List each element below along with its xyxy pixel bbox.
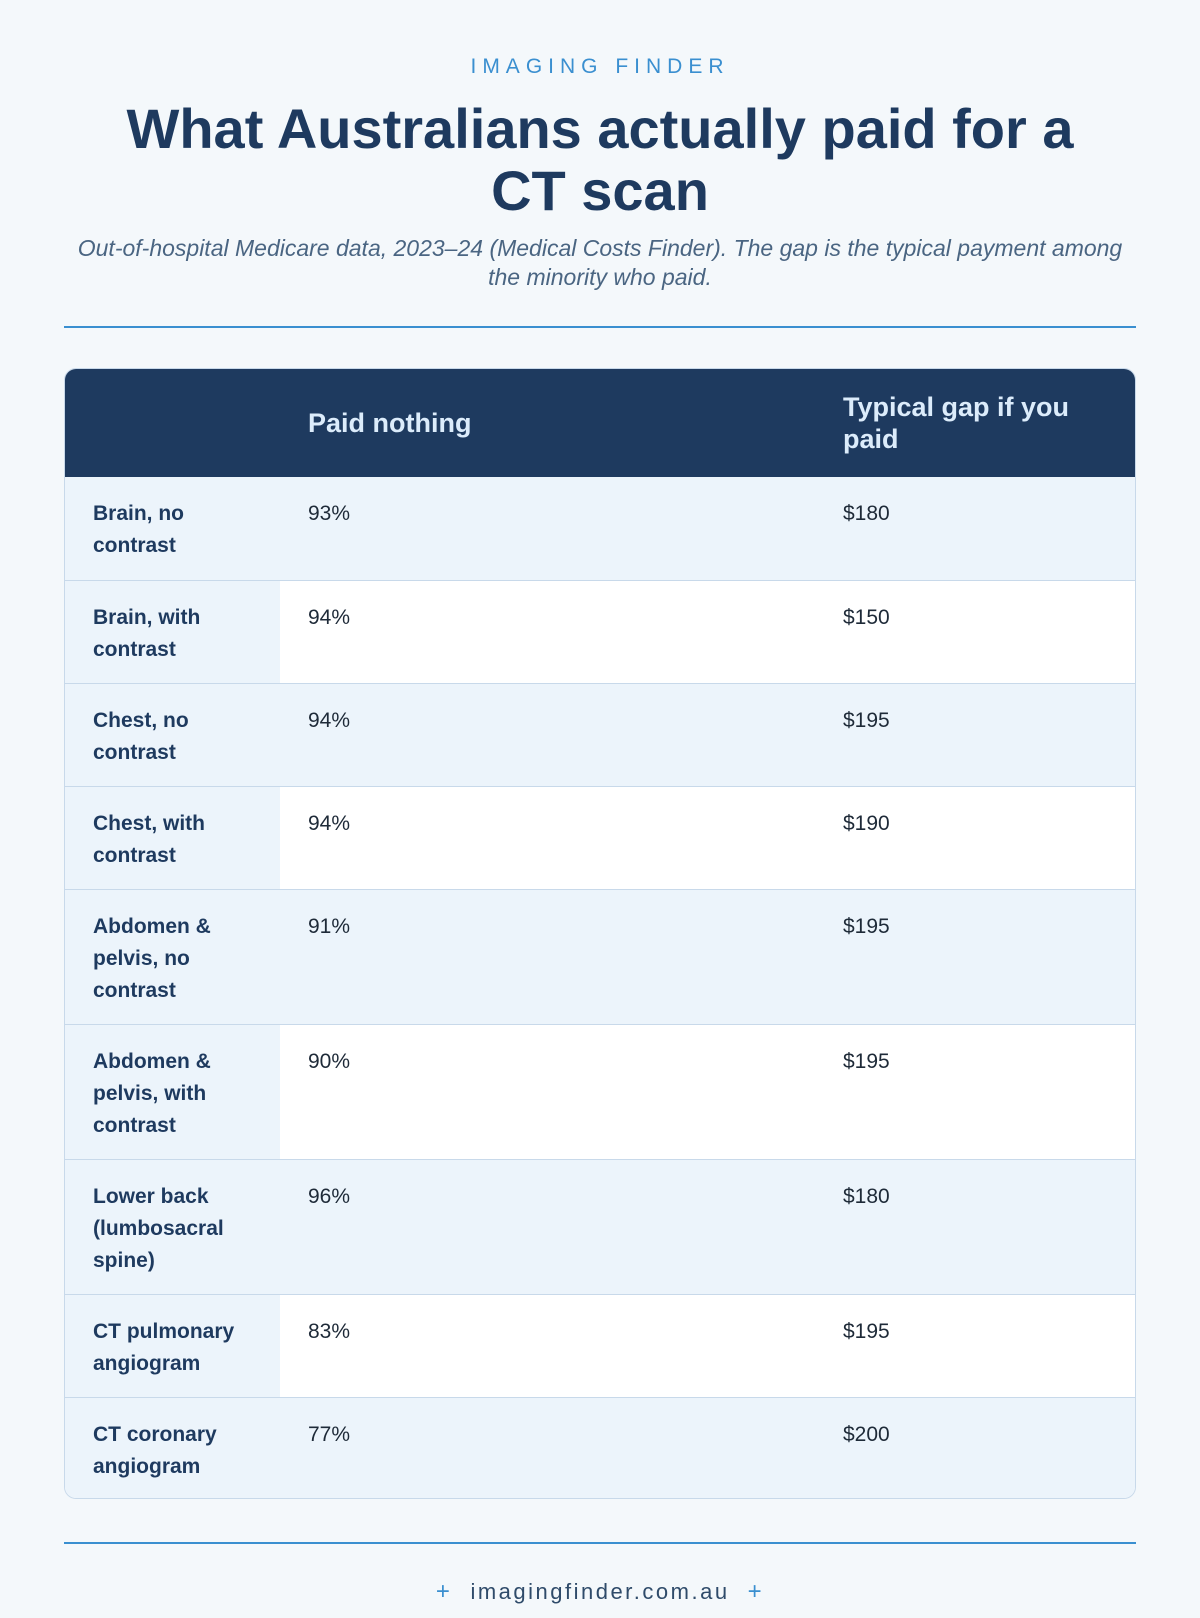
- column-header-paid-nothing: Paid nothing: [280, 369, 815, 477]
- typical-gap-cell: $150: [815, 580, 1135, 683]
- typical-gap-cell: $195: [815, 1024, 1135, 1159]
- table-row: [65, 1294, 1135, 1397]
- paid-nothing-cell: 77%: [280, 1397, 815, 1498]
- table-row: [65, 786, 1135, 889]
- table-row: [65, 1397, 1135, 1498]
- scan-type-cell: Chest, no contrast: [65, 683, 280, 786]
- scan-type-cell: CT coronary angiogram: [65, 1397, 280, 1498]
- table-row: [65, 580, 1135, 683]
- cost-table-container: [64, 368, 1136, 1499]
- table-row: [65, 477, 1135, 580]
- table-row: [65, 1159, 1135, 1294]
- brand-label: IMAGING FINDER: [470, 55, 730, 78]
- table-row: [65, 889, 1135, 1024]
- typical-gap-cell: $180: [815, 477, 1135, 580]
- footer-url[interactable]: imagingfinder.com.au: [470, 1579, 730, 1604]
- paid-nothing-cell: 93%: [280, 477, 815, 580]
- typical-gap-cell: $195: [815, 889, 1135, 1024]
- page-subtitle: Out-of-hospital Medicare data, 2023–24 (Medical Costs Finder). The gap is the typical payment among the minority who paid.: [77, 235, 1123, 290]
- bottom-divider: [64, 1542, 1136, 1544]
- typical-gap-cell: $195: [815, 1294, 1135, 1397]
- table-row: [65, 1024, 1135, 1159]
- typical-gap-cell: $200: [815, 1397, 1135, 1498]
- scan-type-cell: Brain, with contrast: [65, 580, 280, 683]
- paid-nothing-cell: 94%: [280, 580, 815, 683]
- column-header-scan: [65, 369, 280, 477]
- top-divider: [64, 326, 1136, 328]
- scan-type-cell: CT pulmonary angiogram: [65, 1294, 280, 1397]
- scan-type-cell: Abdomen & pelvis, no contrast: [65, 889, 280, 1024]
- paid-nothing-cell: 94%: [280, 683, 815, 786]
- scan-type-cell: Brain, no contrast: [65, 477, 280, 580]
- paid-nothing-cell: 96%: [280, 1159, 815, 1294]
- plus-icon: +: [435, 1578, 453, 1605]
- typical-gap-cell: $195: [815, 683, 1135, 786]
- typical-gap-cell: $190: [815, 786, 1135, 889]
- scan-type-cell: Chest, with contrast: [65, 786, 280, 889]
- cost-table: [65, 369, 1135, 1498]
- footer: [64, 1578, 1136, 1606]
- paid-nothing-cell: 90%: [280, 1024, 815, 1159]
- plus-icon: +: [747, 1578, 765, 1605]
- paid-nothing-cell: 91%: [280, 889, 815, 1024]
- page-title: What Australians actually paid for a CT scan: [126, 97, 1074, 222]
- table-row: [65, 683, 1135, 786]
- scan-type-cell: Abdomen & pelvis, with contrast: [65, 1024, 280, 1159]
- paid-nothing-cell: 83%: [280, 1294, 815, 1397]
- typical-gap-cell: $180: [815, 1159, 1135, 1294]
- column-header-typical-gap: Typical gap if you paid: [815, 369, 1135, 477]
- table-header-row: [65, 369, 1135, 477]
- scan-type-cell: Lower back (lumbosacral spine): [65, 1159, 280, 1294]
- paid-nothing-cell: 94%: [280, 786, 815, 889]
